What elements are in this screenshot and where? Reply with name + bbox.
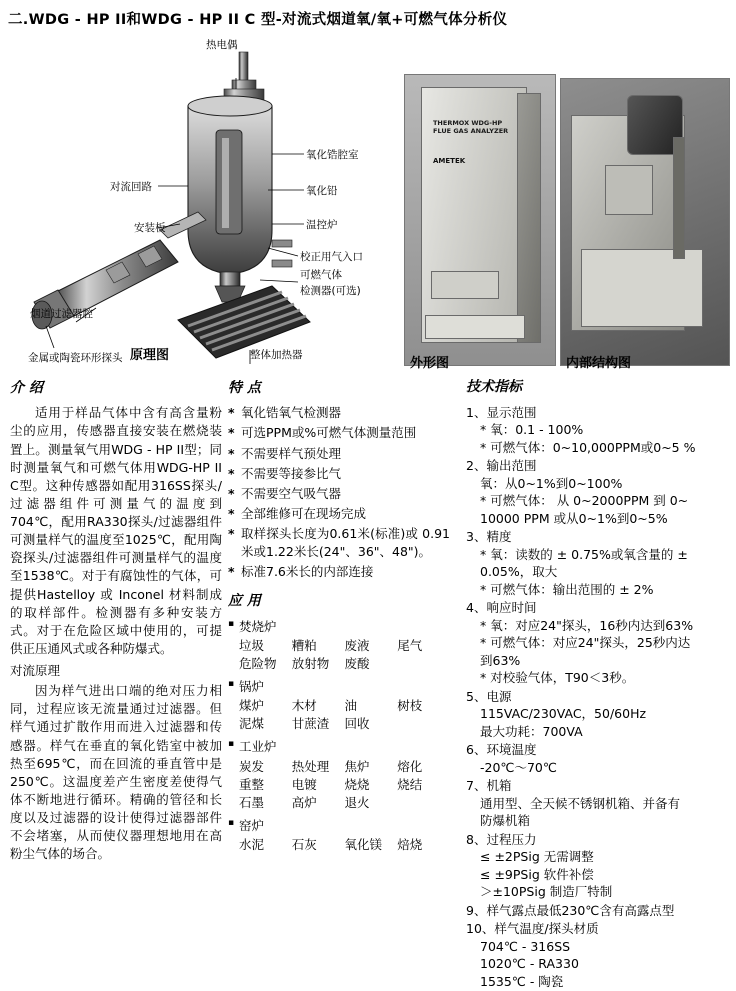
schematic-label-thermocouple: 热电偶	[206, 39, 238, 51]
spec-sub: * 氧：0.1 - 100%	[480, 422, 584, 438]
application-cell: 氧化镁	[344, 837, 383, 853]
spec-sub: 115VAC/230VAC，50/60Hz	[480, 706, 647, 722]
application-group-name: ▪ 窑炉	[228, 817, 450, 835]
spec-number: 2、	[466, 458, 487, 474]
spec-sub: 防爆机箱	[480, 813, 531, 829]
spec-number: 8、	[466, 831, 487, 847]
spec-item	[466, 777, 728, 830]
photo2-caption: 内部结构图	[566, 356, 632, 371]
application-cell: 退火	[344, 794, 370, 810]
spec-sub: * 氧：对应24"探头，16秒内达到63%	[480, 617, 694, 633]
application-cell: 焦炉	[344, 758, 370, 774]
application-cell: 水泥	[239, 837, 265, 853]
application-group	[228, 618, 450, 673]
feature-item: * 不需要等接参比气	[228, 465, 450, 483]
schematic-label-temp-furnace: 温控炉	[306, 219, 338, 231]
schematic-label-flue-filter: 烟道过滤器腔	[30, 308, 93, 320]
application-group	[228, 817, 450, 854]
specs-heading: 技术指标	[466, 379, 522, 395]
feature-item: * 全部维修可在现场完成	[228, 505, 450, 523]
schematic-label-probe-head: 金属或陶瓷环形探头	[28, 352, 123, 364]
spec-sub: 1020℃ - RA330	[480, 956, 579, 972]
photo-label-model: THERMOX WDG-HP FLUE GAS ANALYZER	[433, 119, 509, 136]
application-cell	[397, 655, 450, 673]
spec-item	[466, 920, 728, 990]
intro-sub-paragraph: 因为样气进出口端的绝对压力相同，过程应该无流量通过过滤器。但样气通过扩散作用而进入过滤器和传感器。样气在垂直的氧化锆室中被加热至695℃，而在回流的垂直管中是250℃。这温度差产生密度差使得气体不断地进行循环。精确的管径和长度以及过滤器的设计使得过滤器部件不会堵塞，从而使仪器理想地用在高粉尘气体的场合。	[10, 683, 222, 862]
application-cell: 垃圾	[239, 637, 265, 653]
spec-sub: ＞±10PSig 制造厂特制	[480, 884, 613, 900]
intro-subheading: 对流原理	[10, 663, 61, 679]
spec-sub: 10000 PPM 或从0~1%到0~5%	[480, 510, 668, 526]
application-cell: 高炉	[291, 794, 317, 810]
spec-item	[466, 688, 728, 741]
column-features	[228, 378, 450, 859]
spec-sub: * 对校验气体，T90＜3秒。	[480, 670, 635, 686]
intro-paragraph: 适用于样品气体中含有高含量粉尘的应用，传感器直接安装在燃烧装置上。测量氧气用WDG - HP II型；同时测量氧气和可燃气体用WDG-HP II C型。这种传感器如配用316SS探头/过滤器组件可测量气的温度到704℃，配用RA330探头/过滤器组件可测量样气的温度至1025℃，配用陶瓷探头/过滤器组件可测量样气的温度至1538℃。对于有腐蚀性的气体，可提供Hastelloy 或 Inconel 材料制成的取样部件。检测器有多种安装方式。对于在危险区域中使用的，可提供正压通风式或各种防爆式。	[10, 405, 222, 656]
application-cell: 回收	[344, 716, 370, 732]
spec-sub: 通用型、全天候不锈钢机箱、并备有	[480, 795, 681, 811]
spec-sub: 最大功耗：700VA	[480, 723, 583, 739]
schematic-label-mounting-plate: 安装板	[134, 222, 166, 234]
spec-sub: ≤ ±9PSig 软件补偿	[480, 866, 594, 882]
spec-number: 1、	[466, 404, 487, 420]
application-row	[228, 794, 450, 812]
specs-list	[466, 404, 728, 991]
photo1-caption: 外形图	[410, 356, 450, 371]
spec-label: 电源	[486, 688, 512, 704]
spec-label: 精度	[486, 529, 512, 545]
feature-item: * 标准7.6米长的内部连接	[228, 563, 450, 581]
spec-label: 样气温度/探头材质	[494, 921, 599, 937]
spec-item	[466, 741, 728, 776]
application-cell	[397, 715, 450, 733]
spec-sub: * 可燃气体：对应24"探头，25秒内达	[480, 635, 691, 651]
schematic-label-heater: 整体加热器	[250, 349, 303, 361]
application-cell: 焙烧	[397, 837, 423, 853]
application-cell: 油	[344, 698, 358, 714]
spec-sub: * 氧：读数的 ± 0.75%或氧含量的 ±	[480, 546, 688, 562]
figures-area	[0, 34, 736, 374]
application-cell: 泥煤	[239, 716, 265, 732]
features-heading: 特 点	[228, 380, 261, 396]
product-photo-internal	[560, 78, 730, 366]
application-cell: 尾气	[397, 637, 423, 653]
schematic-label-zirconia-chamber: 氧化锆腔室	[306, 149, 359, 161]
application-cell: 糟粕	[291, 637, 317, 653]
spec-sub: 704℃ - 316SS	[480, 938, 571, 954]
application-cell: 电镀	[291, 776, 317, 792]
spec-item	[466, 404, 728, 457]
application-group-name: ▪ 焚烧炉	[228, 618, 450, 636]
applications-heading: 应 用	[228, 593, 261, 610]
application-row	[228, 776, 450, 794]
application-cell: 熔化	[397, 758, 423, 774]
application-cell: 炭发	[239, 758, 265, 774]
feature-item: * 氧化锆氧气检测器	[228, 404, 450, 422]
application-cell: 烧烧	[344, 776, 370, 792]
application-cell	[397, 794, 450, 812]
spec-label: 环境温度	[486, 742, 537, 758]
page-title: 二.WDG - HP II和WDG - HP II C 型-对流式烟道氧/氧+可燃气体分析仪	[8, 12, 508, 28]
application-cell: 重整	[239, 776, 265, 792]
schematic-caption: 原理图	[130, 348, 170, 363]
application-cell: 废酸	[344, 655, 370, 671]
application-cell: 煤炉	[239, 698, 265, 714]
spec-label: 过程压力	[486, 831, 537, 847]
application-cell: 放射物	[291, 655, 330, 671]
spec-item	[466, 902, 728, 920]
application-cell: 甘蔗渣	[291, 716, 330, 732]
schematic-label-convection-loop: 对流回路	[110, 181, 152, 193]
column-introduction	[10, 378, 222, 865]
application-group-name: ▪ 工业炉	[228, 738, 450, 756]
application-row	[228, 637, 450, 655]
spec-item	[466, 528, 728, 598]
spec-sub: * 可燃气体：输出范围的 ± 2%	[480, 581, 654, 597]
schematic-label-detector-option: 检测器(可选)	[300, 285, 361, 297]
schematic-diagram	[10, 34, 400, 364]
intro-heading: 介 绍	[10, 380, 43, 396]
spec-item	[466, 599, 728, 687]
spec-sub: 0.05%，取大	[480, 564, 558, 580]
feature-item: * 可选PPM或%可燃气体测量范围	[228, 424, 450, 442]
spec-number: 7、	[466, 778, 487, 794]
application-row	[228, 715, 450, 733]
spec-number: 10、	[466, 921, 495, 937]
feature-item: * 不需要空气吸气器	[228, 485, 450, 503]
photo-brand-ametek: AMETEK	[433, 157, 466, 165]
spec-label: 响应时间	[486, 600, 537, 616]
spec-number: 5、	[466, 688, 487, 704]
spec-label: 显示范围	[486, 404, 537, 420]
spec-label: 样气露点最低230℃含有高露点型	[486, 902, 675, 918]
application-cell: 木材	[291, 698, 317, 714]
spec-number: 9、	[466, 902, 487, 918]
application-row	[228, 758, 450, 776]
application-cell: 废液	[344, 637, 370, 653]
application-cell: 树枝	[397, 698, 423, 714]
spec-number: 4、	[466, 600, 487, 616]
application-cell: 危险物	[239, 655, 277, 671]
features-list	[228, 404, 450, 581]
spec-number: 3、	[466, 529, 487, 545]
spec-item	[466, 457, 728, 527]
schematic-label-combustibles: 可燃气体	[300, 269, 342, 281]
spec-sub: * 可燃气体： 从 0~2000PPM 到 0~	[480, 493, 689, 509]
spec-label: 机箱	[486, 778, 512, 794]
spec-sub: ≤ ±2PSig 无需调整	[480, 849, 594, 865]
application-cell: 热处理	[291, 758, 330, 774]
feature-item: * 不需要样气预处理	[228, 445, 450, 463]
application-cell: 烧结	[397, 776, 423, 792]
spec-number: 6、	[466, 742, 487, 758]
spec-sub: * 可燃气体：0~10,000PPM或0~5 %	[480, 439, 696, 455]
application-group	[228, 738, 450, 812]
column-specifications	[466, 378, 728, 991]
application-row	[228, 697, 450, 715]
spec-sub: -20℃～70℃	[480, 759, 557, 775]
application-row	[228, 836, 450, 854]
application-group-name: ▪ 锅炉	[228, 678, 450, 696]
spec-sub: 到63%	[480, 652, 521, 668]
application-row	[228, 655, 450, 673]
schematic-label-cal-gas-inlet: 校正用气入口	[300, 251, 363, 263]
application-group	[228, 678, 450, 733]
product-photo-exterior	[404, 74, 556, 366]
spec-sub: 氧：从0~1%到0~100%	[480, 475, 623, 491]
spec-item	[466, 831, 728, 901]
application-cell: 石灰	[291, 837, 317, 853]
feature-item: * 取样探头长度为0.61米(标准)或 0.91米或1.22米长(24"、36"、48")。	[228, 525, 450, 561]
spec-sub: 1535℃ - 陶瓷	[480, 973, 564, 989]
application-cell: 石墨	[239, 794, 265, 810]
schematic-label-lead-oxide: 氧化铅	[306, 185, 338, 197]
spec-label: 输出范围	[486, 458, 537, 474]
